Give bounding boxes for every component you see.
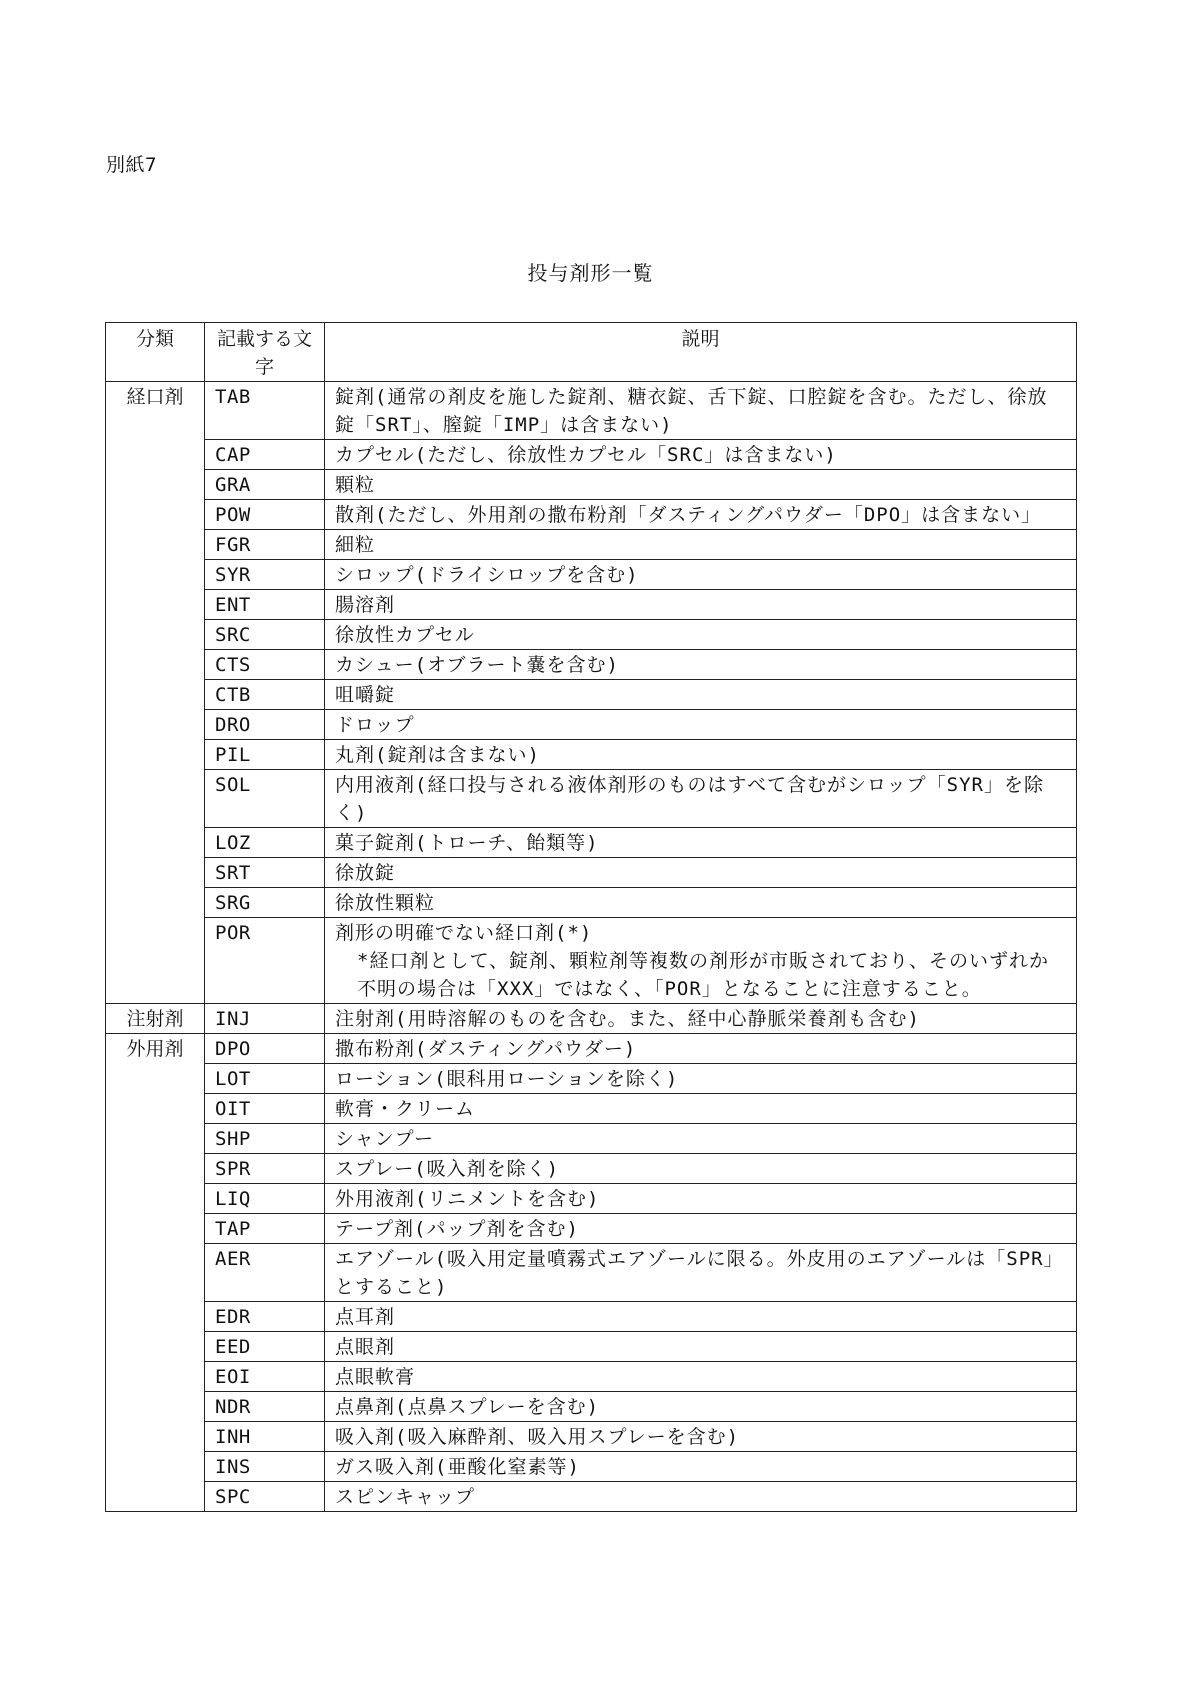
table-row (106, 1004, 1077, 1034)
category-cell (106, 1482, 205, 1512)
description-text: 徐放性顆粒 (335, 892, 436, 914)
table-row (106, 1214, 1077, 1244)
category-cell (106, 888, 205, 918)
table-header-row (106, 323, 1077, 382)
table-row (106, 1332, 1077, 1362)
description-cell (325, 1214, 1077, 1244)
description-cell (325, 1482, 1077, 1512)
description-text: 注射剤(用時溶解のものを含む。また、経中心静脈栄養剤も含む) (335, 1008, 920, 1030)
category-cell (106, 1392, 205, 1422)
description-cell (325, 590, 1077, 620)
description-text: ガス吸入剤(亜酸化窒素等) (335, 1456, 580, 1478)
description-text: 点眼剤 (335, 1336, 396, 1358)
description-text: ローション(眼科用ローションを除く) (335, 1068, 679, 1090)
description-cell (325, 888, 1077, 918)
table-row (106, 770, 1077, 828)
table-row (106, 440, 1077, 470)
description-text: シロップ(ドライシロップを含む) (335, 564, 639, 586)
table-row (106, 1482, 1077, 1512)
table-body (106, 382, 1077, 1512)
category-cell (106, 620, 205, 650)
header-description: 説明 (325, 323, 1077, 382)
category-cell (106, 1362, 205, 1392)
description-text: 徐放性カプセル (335, 624, 475, 646)
description-text: 細粒 (335, 534, 376, 556)
category-cell (106, 1064, 205, 1094)
code-cell: TAB (205, 382, 325, 440)
description-cell (325, 1004, 1077, 1034)
code-cell: LOZ (205, 828, 325, 858)
table-row (106, 590, 1077, 620)
code-cell: POW (205, 500, 325, 530)
description-text: 撒布粉剤(ダスティングパウダー) (335, 1038, 637, 1060)
code-cell: NDR (205, 1392, 325, 1422)
description-text: カプセル(ただし、徐放性カプセル「SRC」は含まない) (335, 444, 837, 466)
code-cell: INJ (205, 1004, 325, 1034)
code-cell: DRO (205, 710, 325, 740)
document-title: 投与剤形一覧 (527, 261, 654, 285)
table-row (106, 918, 1077, 1004)
category-cell (106, 1332, 205, 1362)
table-row (106, 828, 1077, 858)
description-cell (325, 1392, 1077, 1422)
code-cell: EED (205, 1332, 325, 1362)
table-row (106, 680, 1077, 710)
category-cell (106, 530, 205, 560)
table-row (106, 470, 1077, 500)
description-cell (325, 650, 1077, 680)
table-row (106, 382, 1077, 440)
description-cell (325, 500, 1077, 530)
table-row (106, 1034, 1077, 1064)
description-cell (325, 1332, 1077, 1362)
category-cell (106, 1302, 205, 1332)
category-cell: 注射剤 (106, 1004, 205, 1034)
description-cell (325, 1302, 1077, 1332)
description-text: 腸溶剤 (335, 594, 396, 616)
code-cell: INS (205, 1452, 325, 1482)
category-cell: 外用剤 (106, 1034, 205, 1064)
description-cell (325, 680, 1077, 710)
code-cell: FGR (205, 530, 325, 560)
code-cell: SRT (205, 858, 325, 888)
code-cell: LIQ (205, 1184, 325, 1214)
description-text: 内用液剤(経口投与される液体剤形のものはすべて含むがシロップ「SYR」を除く) (335, 774, 1044, 824)
description-cell (325, 1094, 1077, 1124)
description-text: スピンキャップ (335, 1486, 476, 1508)
description-cell (325, 560, 1077, 590)
category-cell (106, 1422, 205, 1452)
description-text: 外用液剤(リニメントを含む) (335, 1188, 600, 1210)
description-text: シャンプー (335, 1128, 435, 1150)
category-cell (106, 1452, 205, 1482)
category-cell (106, 590, 205, 620)
code-cell: OIT (205, 1094, 325, 1124)
category-cell (106, 650, 205, 680)
category-cell (106, 1184, 205, 1214)
category-cell (106, 470, 205, 500)
table-row (106, 888, 1077, 918)
description-cell (325, 710, 1077, 740)
description-text: 軟膏・クリーム (335, 1098, 476, 1120)
code-cell: CTS (205, 650, 325, 680)
description-text: 剤形の明確でない経口剤(*) (335, 922, 593, 944)
description-text: 丸剤(錠剤は含まない) (335, 744, 540, 766)
table-row (106, 560, 1077, 590)
table-row (106, 620, 1077, 650)
dosage-form-table (105, 322, 1077, 1512)
header-category: 分類 (106, 323, 205, 382)
code-cell: DPO (205, 1034, 325, 1064)
category-cell (106, 1094, 205, 1124)
description-cell (325, 620, 1077, 650)
code-cell: ENT (205, 590, 325, 620)
category-cell (106, 828, 205, 858)
description-text: ドロップ (335, 714, 415, 736)
description-cell (325, 1422, 1077, 1452)
code-cell: SHP (205, 1124, 325, 1154)
code-cell: SOL (205, 770, 325, 828)
category-cell (106, 1244, 205, 1302)
table-row (106, 1064, 1077, 1094)
code-cell: EOI (205, 1362, 325, 1392)
code-cell: SYR (205, 560, 325, 590)
description-cell (325, 470, 1077, 500)
description-text: カシュー(オブラート嚢を含む) (335, 654, 619, 676)
description-text: テープ剤(パップ剤を含む) (335, 1218, 579, 1240)
code-cell: CAP (205, 440, 325, 470)
description-cell (325, 770, 1077, 828)
description-text: 顆粒 (335, 474, 376, 496)
description-cell (325, 918, 1077, 1004)
category-cell (106, 1154, 205, 1184)
code-cell: EDR (205, 1302, 325, 1332)
code-cell: PIL (205, 740, 325, 770)
description-text: 吸入剤(吸入麻酔剤、吸入用スプレーを含む) (335, 1426, 740, 1448)
category-cell (106, 1124, 205, 1154)
table-row (106, 650, 1077, 680)
table-row (106, 1392, 1077, 1422)
code-cell: POR (205, 918, 325, 1004)
description-note: *経口剤として、錠剤、顆粒剤等複数の剤形が市販されており、そのいずれか不明の場合は「XXX」ではなく、「POR」となることに注意すること。 (357, 950, 1050, 1000)
table-row (106, 1452, 1077, 1482)
description-cell (325, 1034, 1077, 1064)
category-cell (106, 1214, 205, 1244)
description-text: 徐放錠 (335, 862, 396, 884)
description-cell (325, 1064, 1077, 1094)
table-row (106, 710, 1077, 740)
description-text: 点眼軟膏 (335, 1366, 416, 1388)
code-cell: SRC (205, 620, 325, 650)
description-text: 点耳剤 (335, 1306, 396, 1328)
code-cell: SPR (205, 1154, 325, 1184)
code-cell: SRG (205, 888, 325, 918)
description-cell (325, 382, 1077, 440)
description-cell (325, 740, 1077, 770)
table-row (106, 1302, 1077, 1332)
description-cell (325, 440, 1077, 470)
category-cell (106, 680, 205, 710)
table-row (106, 1422, 1077, 1452)
table-row (106, 1154, 1077, 1184)
table-row (106, 1124, 1077, 1154)
description-cell (325, 1184, 1077, 1214)
code-cell: GRA (205, 470, 325, 500)
table-row (106, 1362, 1077, 1392)
table-row (106, 1094, 1077, 1124)
category-cell: 経口剤 (106, 382, 205, 440)
category-cell (106, 440, 205, 470)
description-text: 咀嚼錠 (335, 684, 396, 706)
category-cell (106, 500, 205, 530)
category-cell (106, 918, 205, 1004)
code-cell: AER (205, 1244, 325, 1302)
description-cell (325, 1452, 1077, 1482)
code-cell: CTB (205, 680, 325, 710)
code-cell: INH (205, 1422, 325, 1452)
description-text: スプレー(吸入剤を除く) (335, 1158, 560, 1180)
page-label: 別紙7 (106, 154, 157, 176)
table-row (106, 1184, 1077, 1214)
description-text: 菓子錠剤(トローチ、飴類等) (335, 832, 599, 854)
table-row (106, 530, 1077, 560)
category-cell (106, 560, 205, 590)
category-cell (106, 710, 205, 740)
description-cell (325, 530, 1077, 560)
description-cell (325, 1124, 1077, 1154)
description-cell (325, 1362, 1077, 1392)
code-cell: SPC (205, 1482, 325, 1512)
table-row (106, 740, 1077, 770)
description-cell (325, 1244, 1077, 1302)
description-text: 錠剤(通常の剤皮を施した錠剤、糖衣錠、舌下錠、口腔錠を含む。ただし、徐放錠「SRT」、膣錠「IMP」は含まない) (335, 386, 1048, 436)
description-text: エアゾール(吸入用定量噴霧式エアゾールに限る。外皮用のエアゾールは「SPR」とすること) (335, 1248, 1064, 1298)
category-cell (106, 740, 205, 770)
code-cell: LOT (205, 1064, 325, 1094)
table-row (106, 1244, 1077, 1302)
description-text: 点鼻剤(点鼻スプレーを含む) (335, 1396, 600, 1418)
description-cell (325, 828, 1077, 858)
description-text: 散剤(ただし、外用剤の撒布粉剤「ダスティングパウダー「DPO」は含まない」 (335, 504, 1042, 526)
category-cell (106, 858, 205, 888)
header-code: 記載する文字 (205, 323, 325, 382)
category-cell (106, 770, 205, 828)
table-row (106, 858, 1077, 888)
code-cell: TAP (205, 1214, 325, 1244)
table-row (106, 500, 1077, 530)
description-cell (325, 858, 1077, 888)
description-cell (325, 1154, 1077, 1184)
